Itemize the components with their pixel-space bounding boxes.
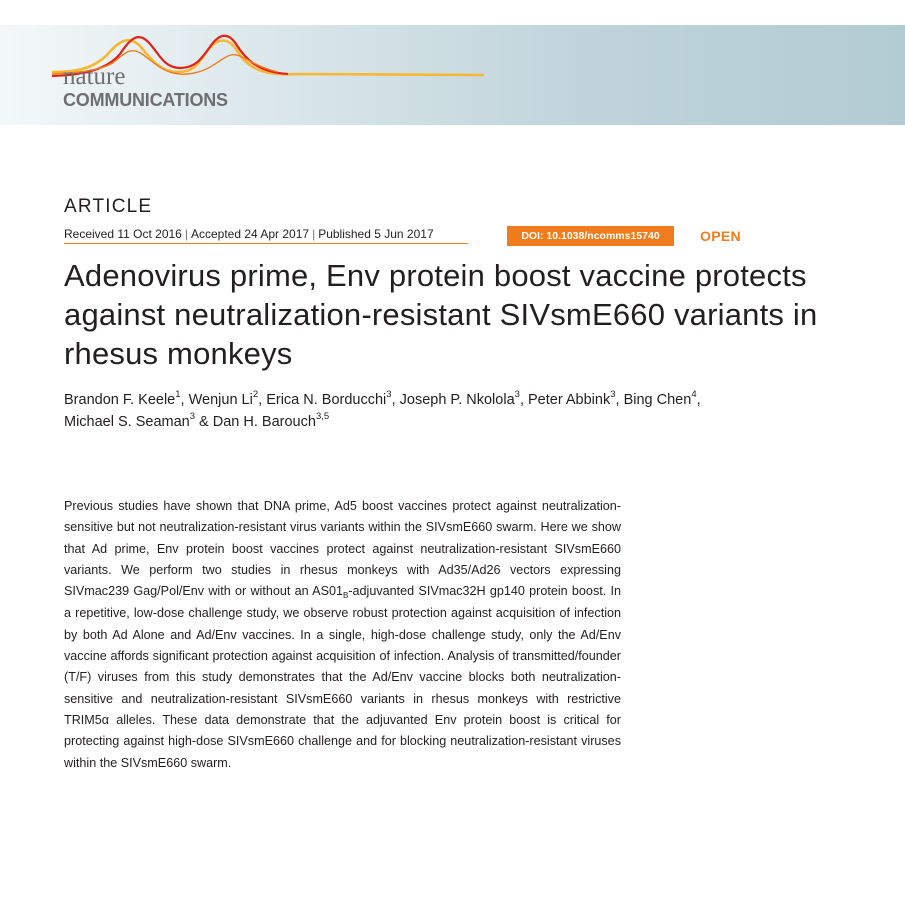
article-type-label: ARTICLE (64, 196, 153, 217)
author-name[interactable]: Joseph P. Nkolola (399, 392, 515, 408)
author-separator: , (258, 392, 267, 408)
author-separator: & (195, 414, 213, 430)
author-separator: , (696, 392, 701, 408)
received-date: Received 11 Oct 2016 (64, 227, 182, 241)
author-affiliation: 3,5 (315, 411, 330, 423)
author-separator: , (615, 392, 624, 408)
article-title: Adenovirus prime, Env protein boost vaccine protects against neutralization-resistant SIVsmE660 variants in rhesus monkeys (64, 258, 818, 371)
author-affiliation: 3 (386, 389, 392, 401)
abstract-subscript: B (343, 591, 349, 601)
author-name[interactable]: Dan H. Barouch (212, 414, 316, 430)
author-affiliation: 3 (189, 411, 196, 423)
abstract-text (64, 496, 621, 774)
author-affiliation: 3 (610, 389, 616, 401)
open-access-label: OPEN (700, 228, 741, 244)
author-affiliation: 1 (175, 389, 181, 401)
author-separator: , (519, 392, 528, 408)
author-list (64, 389, 784, 433)
author-name[interactable]: Michael S. Seaman (64, 414, 190, 430)
abstract-part-1: Previous studies have shown that DNA prime, Ad5 boost vaccines protect against neutralization-sensitive but not neutralization-resistant virus variants within the SIVsmE660 swarm. Here we show that Ad prime, Env protein boost vaccines protect against neutralization-resistant SIVsmE660 variants. We perform two studies in rhesus monkeys with Ad35/Ad26 vectors expressing SIVmac239 Gag/Pol/Env with or without an AS01 (64, 499, 621, 599)
author-separator: , (391, 392, 400, 408)
author-name[interactable]: Erica N. Borducchi (266, 392, 387, 408)
author-affiliation: 3 (514, 389, 520, 401)
author-name[interactable]: Bing Chen (623, 392, 692, 408)
author-affiliation: 2 (252, 389, 259, 401)
accepted-date: Accepted 24 Apr 2017 (190, 227, 310, 241)
author-affiliation: 4 (691, 389, 697, 401)
publication-dates: Received 11 Oct 2016 | Accepted 24 Apr 2017 | Published 5 Jun 2017 (64, 227, 468, 244)
author-separator: , (180, 392, 189, 408)
author-name[interactable]: Wenjun Li (188, 392, 253, 408)
journal-logo-nature: nature (63, 63, 126, 90)
abstract-part-2: -adjuvanted SIVmac32H gp140 protein boost. In a repetitive, low-dose challenge study, we observe robust protection against acquisition of infection by both Ad Alone and Ad/Env vaccines. In a single, high-dose challenge study, only the Ad/Env vaccine affords significant protection against acquisition of infection. Analysis of transmitted/founder (T/F) viruses from this study demonstrates that the Ad/Env vaccine blocks both neutralization-sensitive and neutralization-resistant SIVsmE660 variants in rhesus monkeys with restrictive TRIM5α alleles. These data demonstrate that the adjuvanted Env protein boost is critical for protecting against high-dose SIVsmE660 challenge and for blocking neutralization-resistant viruses within the SIVsmE660 swarm. (64, 584, 621, 770)
author-name[interactable]: Peter Abbink (528, 392, 611, 408)
published-date: Published 5 Jun 2017 (318, 227, 434, 241)
doi-link[interactable]: DOI: 10.1038/ncomms15740 (507, 226, 674, 246)
author-name[interactable]: Brandon F. Keele (64, 392, 176, 408)
journal-logo-communications: COMMUNICATIONS (63, 90, 228, 110)
